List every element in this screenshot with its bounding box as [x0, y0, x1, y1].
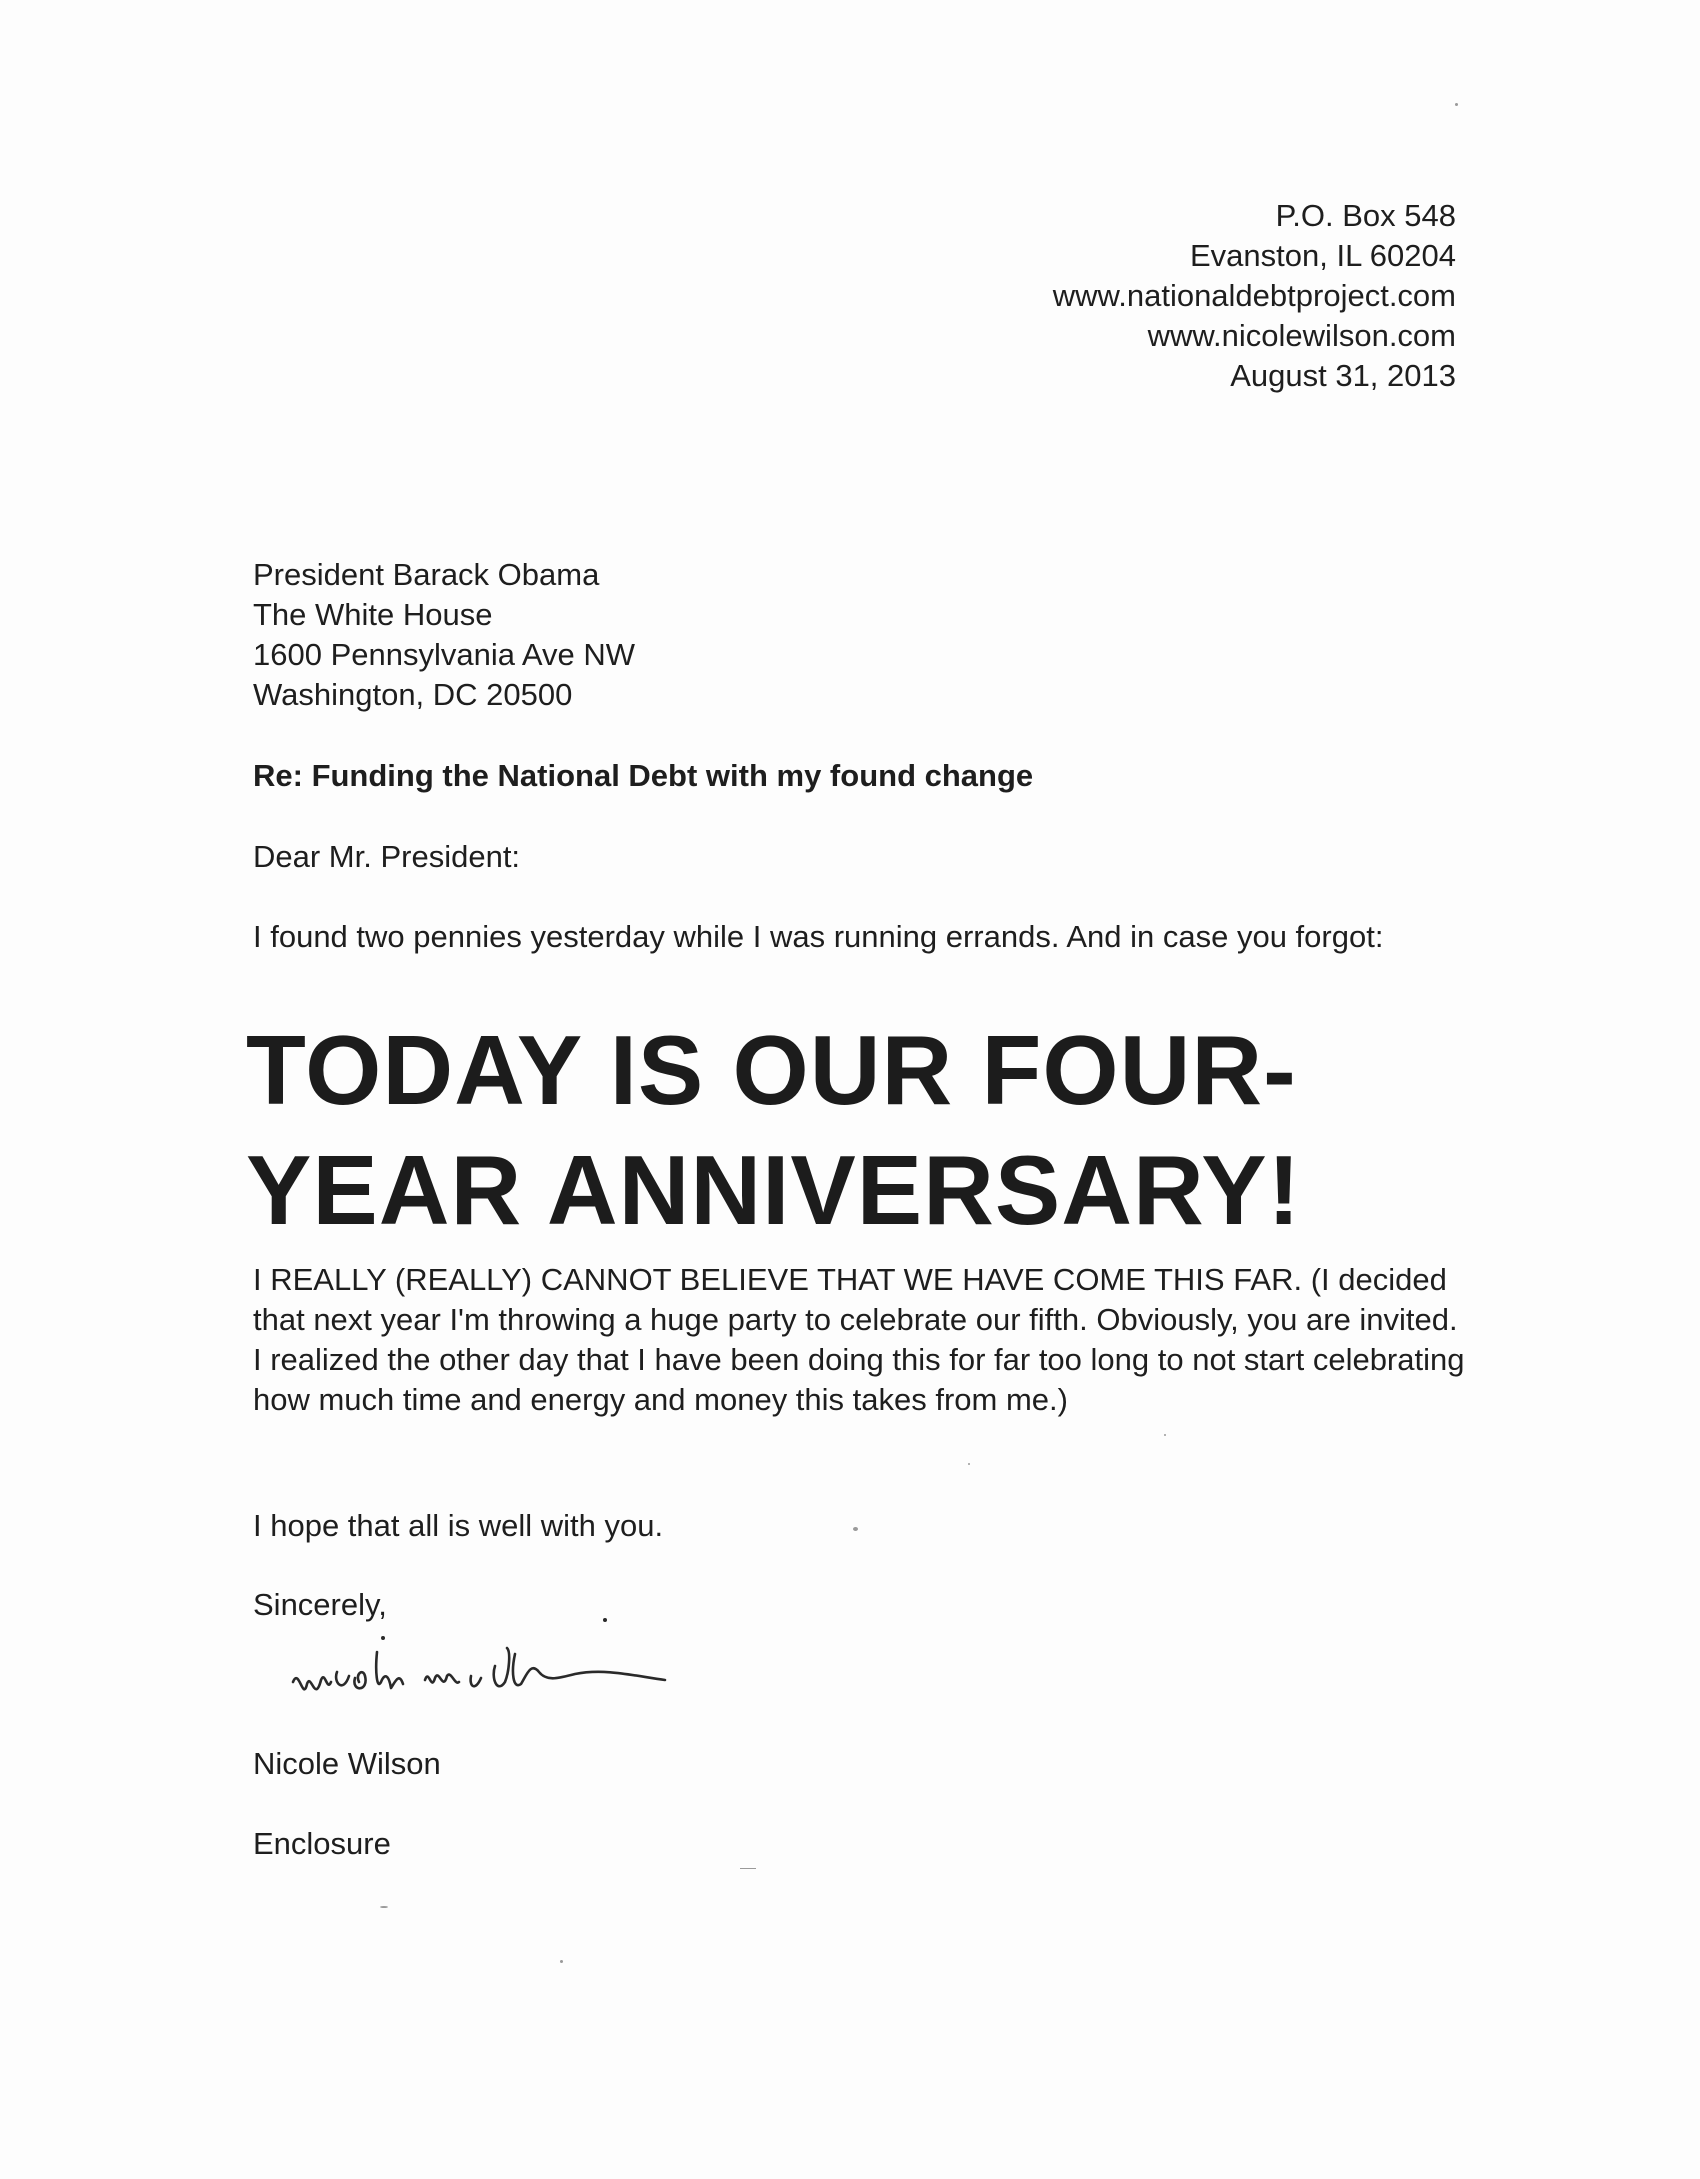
- signer-name: Nicole Wilson: [253, 1746, 441, 1781]
- sign-off: Sincerely,: [253, 1587, 387, 1622]
- sender-address-line2: Evanston, IL 60204: [1190, 238, 1456, 273]
- recipient-block: [253, 555, 635, 715]
- paper-speck: [560, 1960, 563, 1963]
- body-paragraph-1: I found two pennies yesterday while I was running errands. And in case you forgot:: [253, 919, 1384, 954]
- salutation: Dear Mr. President:: [253, 839, 521, 874]
- body-paragraph-2: I REALLY (REALLY) CANNOT BELIEVE THAT WE HAVE COME THIS FAR. (I decided that next year I'm throwing a huge party to celebrate our fifth. Obviously, you are invited. I realized the other day that I have been doing this for far too long to not start celebrating how much time and energy and money this takes from me.): [253, 1262, 1465, 1417]
- paper-speck: [853, 1527, 858, 1531]
- handwritten-signature: [285, 1612, 805, 1722]
- sender-address-line1: P.O. Box 548: [1275, 198, 1456, 233]
- enclosure-note: Enclosure: [253, 1826, 391, 1861]
- recipient-street: 1600 Pennsylvania Ave NW: [253, 637, 635, 672]
- paper-speck: [1164, 1434, 1166, 1436]
- closing-line: I hope that all is well with you.: [253, 1508, 664, 1543]
- recipient-city: Washington, DC 20500: [253, 677, 573, 712]
- subject-line: Re: Funding the National Debt with my found change: [253, 758, 1034, 793]
- paper-speck: [380, 1906, 388, 1908]
- paper-speck: [740, 1868, 756, 1869]
- paper-speck: [1455, 103, 1458, 106]
- headline: TODAY IS OUR FOUR-YEAR ANNIVERSARY!: [246, 1015, 1302, 1245]
- sender-website-1: www.nationaldebtproject.com: [1052, 278, 1456, 313]
- recipient-name: President Barack Obama: [253, 557, 600, 592]
- sender-website-2: www.nicolewilson.com: [1147, 318, 1456, 353]
- sender-block: [1053, 196, 1456, 396]
- letter-date: August 31, 2013: [1230, 358, 1456, 393]
- paper-speck: [968, 1463, 970, 1465]
- recipient-org: The White House: [253, 597, 493, 632]
